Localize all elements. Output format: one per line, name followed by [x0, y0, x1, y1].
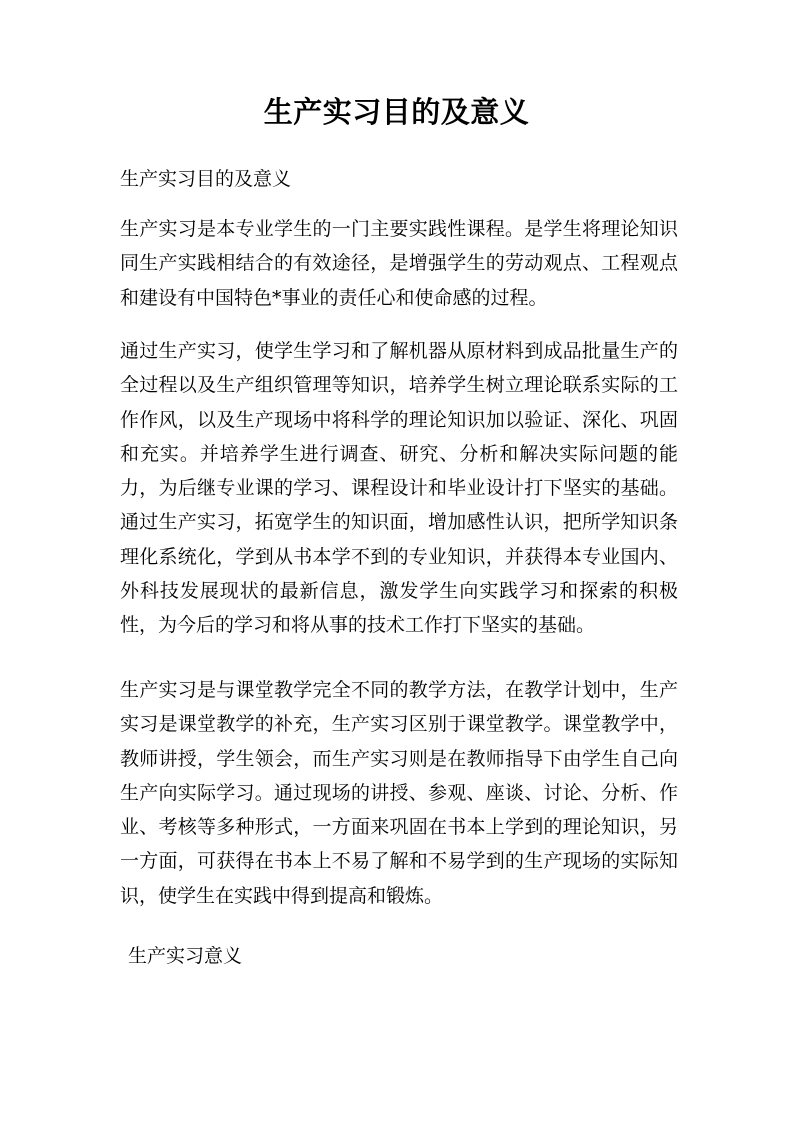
document-title: 生产实习目的及意义 [263, 95, 530, 129]
closing-heading: 生产实习意义 [128, 945, 243, 967]
document-subheading: 生产实习目的及意义 [120, 168, 292, 190]
paragraph-2: 通过生产实习，使学生学习和了解机器从原材料到成品批量生产的全过程以及生产组织管理等知识，培养学生树立理论联系实际的工作作风，以及生产现场中将科学的理论知识加以验证、深化、巩固和充实。并培养学生进行调查、研究、分析和解决实际问题的能力，为后继专业课的学习、课程设计和毕业设计打下坚实的基础。通过生产实习，拓宽学生的知识面，增加感性认识，把所学知识条理化系统化，学到从书本学不到的专业知识，并获得本专业国内、外科技发展现状的最新信息，激发学生向实践学习和探索的积极性，为今后的学习和将从事的技术工作打下坚实的基础。 [120, 340, 678, 637]
paragraph-3: 生产实习是与课堂教学完全不同的教学方法，在教学计划中，生产实习是课堂教学的补充，生产实习区别于课堂教学。课堂教学中，教师讲授，学生领会，而生产实习则是在教师指导下由学生自己向生产向实际学习。通过现场的讲授、参观、座谈、讨论、分析、作业、考核等多种形式，一方面来巩固在书本上学到的理论知识，另一方面，可获得在书本上不易了解和不易学到的生产现场的实际知识，使学生在实践中得到提高和锻炼。 [120, 679, 678, 907]
paragraph-1: 生产实习是本专业学生的一门主要实践性课程。是学生将理论知识同生产实践相结合的有效途径，是增强学生的劳动观点、工程观点和建设有中国特色*事业的责任心和使命感的过程。 [120, 218, 678, 309]
